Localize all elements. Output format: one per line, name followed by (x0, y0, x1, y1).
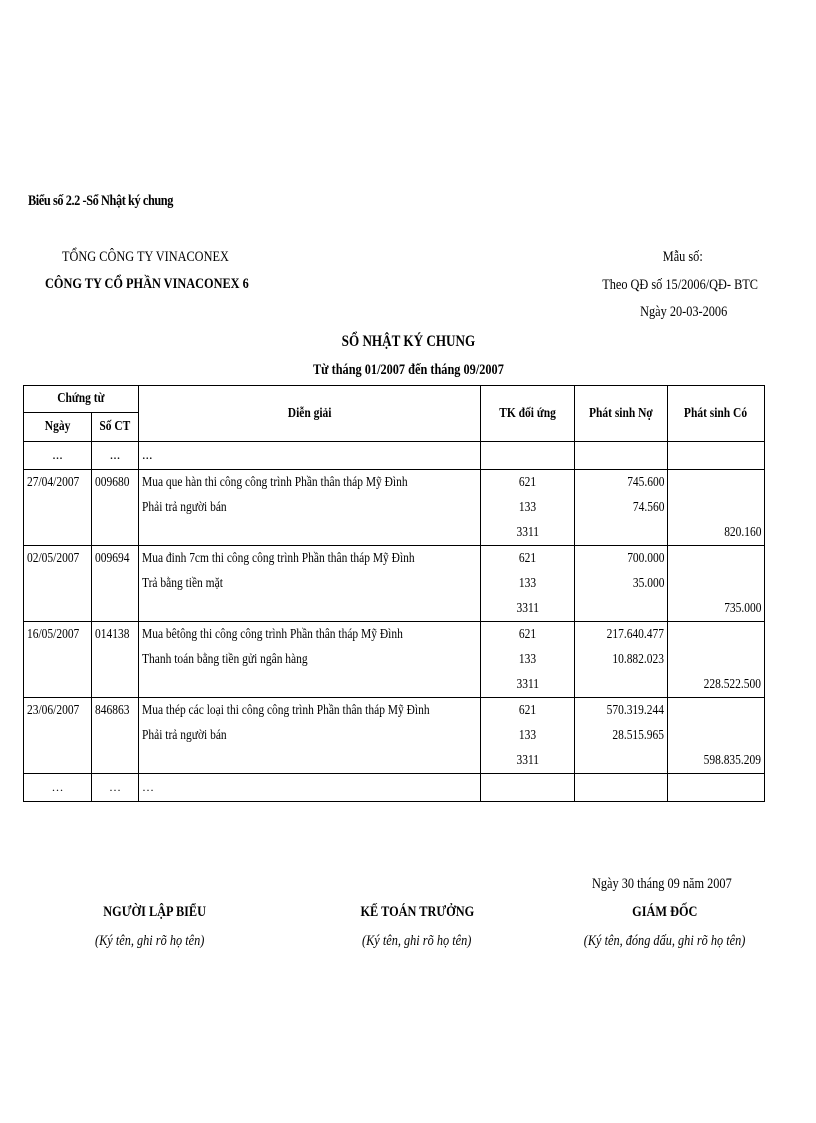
ledger-period: Từ tháng 01/2007 đến tháng 09/2007 (312, 362, 504, 378)
header-dien-giai: Diễn giải (139, 386, 481, 442)
ellipsis-cell: ... (139, 442, 481, 470)
entry-debit: 35.000 (575, 571, 668, 596)
entry-credit: 735.000 (668, 596, 765, 622)
entry-description: Mua que hàn thi công công trình Phần thân tháp Mỹ Đình (139, 470, 481, 496)
entry-account: 621 (481, 698, 575, 724)
director-title: GIÁM ĐỐC (632, 904, 698, 920)
entry-description: Mua đinh 7cm thi công công trình Phần thân tháp Mỹ Đình (139, 546, 481, 572)
entry-description: Phải trả người bán (139, 723, 481, 748)
entry-so-ct: 846863 (92, 698, 139, 724)
chief-accountant-note: (Ký tên, ghi rõ họ tên) (362, 933, 472, 949)
header-so-ct: Số CT (92, 413, 139, 442)
entry-account: 621 (481, 470, 575, 496)
entry-debit (575, 520, 668, 546)
entry-debit: 74.560 (575, 495, 668, 520)
header-ngay: Ngày (24, 413, 92, 442)
entry-description: Thanh toán bằng tiền gửi ngân hàng (139, 647, 481, 672)
director-note: (Ký tên, đóng dấu, ghi rõ họ tên) (584, 933, 746, 949)
entry-credit (668, 546, 765, 572)
ellipsis-cell: … (92, 774, 139, 802)
entry-date: 16/05/2007 (24, 622, 92, 648)
preparer-title: NGƯỜI LẬP BIỂU (103, 904, 207, 920)
table-row (24, 748, 765, 774)
entry-debit: 28.515.965 (575, 723, 668, 748)
entry-description (139, 520, 481, 546)
decision-date: Ngày 20-03-2006 (639, 304, 727, 320)
entry-credit: 228.522.500 (668, 672, 765, 698)
table-row (24, 571, 765, 596)
table-row (24, 546, 765, 572)
entry-account: 133 (481, 723, 575, 748)
entry-debit (575, 672, 668, 698)
chief-accountant-title: KẾ TOÁN TRƯỞNG (360, 904, 474, 920)
ellipsis-cell: … (139, 774, 481, 802)
entry-date: 27/04/2007 (24, 470, 92, 496)
entry-description: Phải trả người bán (139, 495, 481, 520)
entry-credit (668, 571, 765, 596)
table-header-row (24, 386, 765, 413)
header-tk-doi-ung: TK đối ứng (481, 386, 575, 442)
entry-description: Mua bêtông thi công công trình Phần thân tháp Mỹ Đình (139, 622, 481, 648)
table-row (24, 672, 765, 698)
table-row (24, 723, 765, 748)
decision-reference: Theo QĐ số 15/2006/QĐ- BTC (602, 277, 758, 293)
company-name: CÔNG TY CỔ PHẦN VINACONEX 6 (45, 276, 249, 292)
entry-account: 621 (481, 622, 575, 648)
entry-description (139, 596, 481, 622)
entry-account: 133 (481, 571, 575, 596)
header-phat-sinh-no: Phát sinh Nợ (575, 386, 668, 442)
entry-account: 133 (481, 495, 575, 520)
entry-description (139, 672, 481, 698)
table-row (24, 596, 765, 622)
table-row (24, 647, 765, 672)
entry-account: 3311 (481, 596, 575, 622)
entry-debit: 745.600 (575, 470, 668, 496)
entry-credit (668, 622, 765, 648)
parent-company-name: TỔNG CÔNG TY VINACONEX (62, 249, 229, 265)
entry-date: 02/05/2007 (24, 546, 92, 572)
entry-debit: 700.000 (575, 546, 668, 572)
entry-account: 3311 (481, 672, 575, 698)
ellipsis-row-top (24, 442, 765, 470)
ellipsis-row-bottom (24, 774, 765, 802)
entry-debit (575, 596, 668, 622)
entry-date: 23/06/2007 (24, 698, 92, 724)
header-phat-sinh-co: Phát sinh Có (668, 386, 765, 442)
signing-date: Ngày 30 tháng 09 năm 2007 (592, 876, 732, 892)
table-row (24, 470, 765, 496)
entry-account: 3311 (481, 748, 575, 774)
entry-debit: 570.319.244 (575, 698, 668, 724)
entry-debit: 217.640.477 (575, 622, 668, 648)
entry-credit (668, 723, 765, 748)
entry-account: 621 (481, 546, 575, 572)
entry-so-ct: 009680 (92, 470, 139, 496)
document-caption: Biểu số 2.2 -Sổ Nhật ký chung (28, 193, 173, 209)
table-row (24, 622, 765, 648)
entry-so-ct: 009694 (92, 546, 139, 572)
ledger-title: SỔ NHẬT KÝ CHUNG (341, 333, 475, 350)
ellipsis-cell: ... (24, 442, 92, 470)
preparer-note: (Ký tên, ghi rõ họ tên) (95, 933, 205, 949)
ellipsis-cell: ... (92, 442, 139, 470)
entry-credit (668, 495, 765, 520)
entry-account: 3311 (481, 520, 575, 546)
entry-description: Mua thép các loại thi công công trình Phần thân tháp Mỹ Đình (139, 698, 481, 724)
entry-credit (668, 698, 765, 724)
form-number-label: Mẫu số: (663, 249, 703, 265)
header-chung-tu: Chứng từ (24, 386, 139, 413)
entry-description (139, 748, 481, 774)
entry-debit: 10.882.023 (575, 647, 668, 672)
table-row (24, 520, 765, 546)
entry-description: Trả bằng tiền mặt (139, 571, 481, 596)
entry-credit (668, 647, 765, 672)
entry-credit (668, 470, 765, 496)
entry-credit: 820.160 (668, 520, 765, 546)
ellipsis-cell: … (24, 774, 92, 802)
table-row (24, 495, 765, 520)
entry-account: 133 (481, 647, 575, 672)
entry-debit (575, 748, 668, 774)
entry-so-ct: 014138 (92, 622, 139, 648)
entry-credit: 598.835.209 (668, 748, 765, 774)
table-row (24, 698, 765, 724)
journal-table (23, 385, 765, 802)
